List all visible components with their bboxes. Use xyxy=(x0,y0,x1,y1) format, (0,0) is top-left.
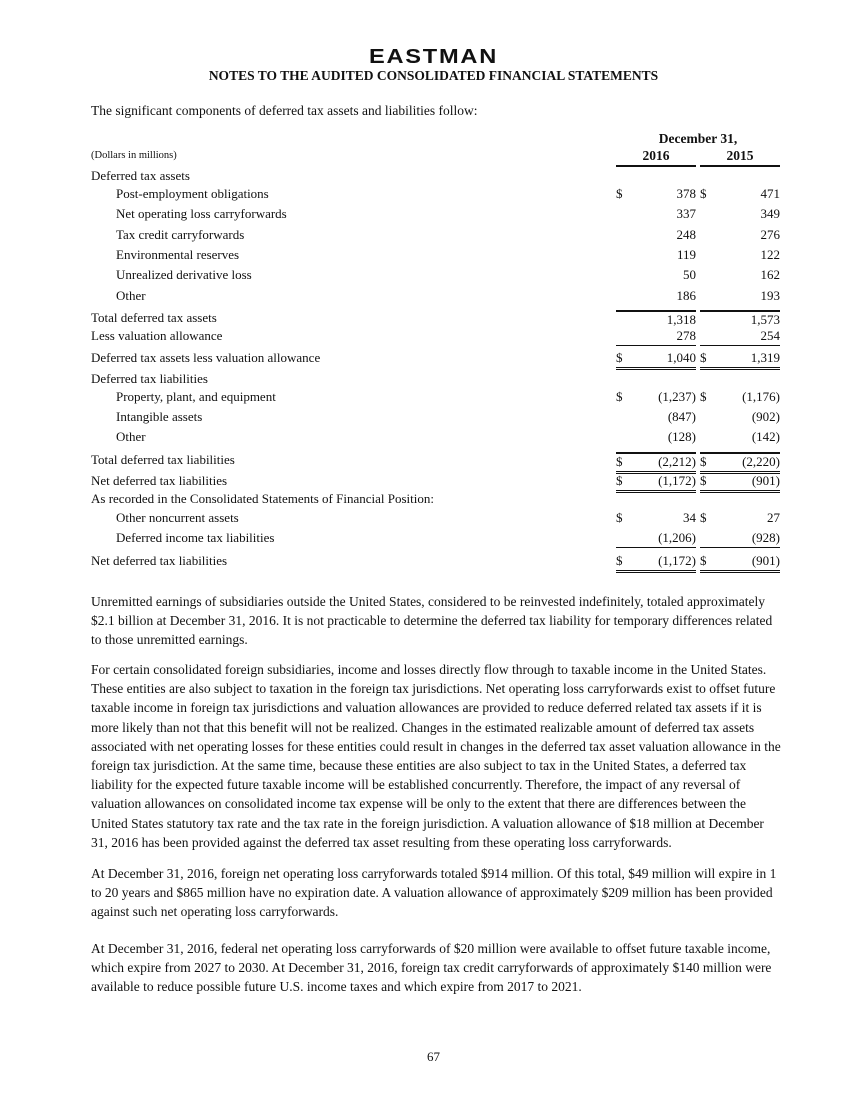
value-cell-2016 xyxy=(616,389,696,406)
row-label: Property, plant, and equipment xyxy=(116,389,276,404)
value-cell-2016 xyxy=(616,350,696,370)
value-2015: 122 xyxy=(760,247,780,262)
value-cell-2016 xyxy=(616,168,696,185)
value-cell-2015 xyxy=(700,389,780,406)
value-2015: (1,176) xyxy=(742,389,780,404)
table-row xyxy=(0,186,867,204)
value-cell-2015 xyxy=(700,350,780,370)
value-cell-2016 xyxy=(616,429,696,446)
currency-symbol: $ xyxy=(616,350,623,365)
company-logo: EASTMAN xyxy=(368,46,499,68)
value-2016: (128) xyxy=(667,429,696,444)
value-cell-2016 xyxy=(616,510,696,527)
row-label: Other noncurrent assets xyxy=(116,510,239,525)
currency-symbol: $ xyxy=(616,510,623,525)
value-cell-2015 xyxy=(700,247,780,264)
value-cell-2016 xyxy=(616,530,696,548)
table-row xyxy=(0,328,867,346)
year-header-2016: 2016 xyxy=(616,148,696,167)
table-row xyxy=(0,310,867,328)
table-row xyxy=(0,530,867,548)
value-2015: 162 xyxy=(760,267,780,282)
value-2016: 119 xyxy=(676,247,696,262)
value-cell-2015 xyxy=(700,510,780,527)
value-cell-2015 xyxy=(700,168,780,185)
value-cell-2015 xyxy=(700,452,780,474)
table-row xyxy=(0,452,867,470)
row-label: As recorded in the Consolidated Statements of Financial Position: xyxy=(91,491,435,506)
value-cell-2015 xyxy=(700,371,780,388)
value-cell-2015 xyxy=(700,310,780,329)
table-row xyxy=(0,227,867,245)
row-label: Unrealized derivative loss xyxy=(116,267,252,282)
row-label: Net deferred tax liabilities xyxy=(91,553,228,568)
paragraph-foreign-subsidiaries: For certain consolidated foreign subsidiaries, income and losses directly flow through to taxable income in the United States. These entities are also subject to taxation in the foreign tax jurisdictions. Net operating loss carryforwards exist to offset future taxable income in foreign tax jurisdictions and valuation allowances are provided to reduce deferred related tax assets if it is more likely than not that this benefit will not be realized. Changes in the estimated realizable amount of deferred tax assets associated with net operating losses for these entities could result in changes in the deferred tax asset valuation allowance in the foreign tax jurisdiction. At the same time, because these entities are also subject to tax in the United States, a deferred tax liability for the expected future taxable income will be established concurrently. Therefore, the impact of any reversal of valuation allowances on consolidated income tax expense will be only to the extent that there are differences between the United States statutory tax rate and the tax rate in the foreign jurisdiction. A valuation allowance of $18 million at December 31, 2016 has been provided against the deferred tax asset resulting from these operating loss carryforwards. xyxy=(91,662,781,850)
row-label: Net deferred tax liabilities xyxy=(91,473,228,488)
currency-symbol: $ xyxy=(700,186,707,201)
value-2016: (1,172) xyxy=(658,553,696,568)
value-2015: 276 xyxy=(760,227,780,242)
value-2016: 50 xyxy=(683,267,696,282)
value-cell-2016 xyxy=(616,409,696,426)
row-label: Total deferred tax liabilities xyxy=(91,452,235,467)
value-2015: 193 xyxy=(760,288,780,303)
value-2015: (901) xyxy=(751,473,780,488)
value-cell-2015 xyxy=(700,473,780,493)
table-row xyxy=(0,409,867,427)
value-cell-2016 xyxy=(616,227,696,244)
table-row xyxy=(0,350,867,368)
year-header-2015: 2015 xyxy=(700,148,780,167)
row-label: Deferred tax assets less valuation allowance xyxy=(91,350,321,365)
currency-symbol: $ xyxy=(700,454,707,469)
currency-symbol: $ xyxy=(616,186,623,201)
value-cell-2015 xyxy=(700,227,780,244)
value-2016: 278 xyxy=(676,328,696,343)
value-2015: 471 xyxy=(760,186,780,201)
value-2016: (1,237) xyxy=(658,389,696,404)
currency-symbol: $ xyxy=(616,553,623,568)
row-label: Post-employment obligations xyxy=(116,186,269,201)
table-row xyxy=(0,553,867,571)
value-2016: 1,040 xyxy=(666,350,696,365)
row-label: Deferred tax assets xyxy=(91,168,190,183)
value-2015: (928) xyxy=(751,530,780,545)
table-row xyxy=(0,389,867,407)
row-label: Other xyxy=(116,288,146,303)
currency-symbol: $ xyxy=(616,389,623,404)
paragraph-federal-nol: At December 31, 2016, federal net operating loss carryforwards of $20 million were available to offset future taxable income, which expire from 2027 to 2030. At December 31, 2016, foreign tax credit carryforwards of approximately $140 million were available to reduce possible future U.S. income taxes and which expire from 2017 to 2021. xyxy=(91,941,772,995)
paragraph-foreign-nol: At December 31, 2016, foreign net operating loss carryforwards totaled $914 million. Of this total, $49 million will expire in 1 to 20 years and $865 million have no expiration date. A valuation allowance of approximately $209 million has been provided against such net operating loss carryforwards. xyxy=(91,866,777,920)
value-cell-2015 xyxy=(700,409,780,426)
row-label: Total deferred tax assets xyxy=(91,310,217,325)
row-label: Net operating loss carryforwards xyxy=(116,206,287,221)
value-cell-2016 xyxy=(616,553,696,573)
value-cell-2016 xyxy=(616,267,696,284)
row-label: Tax credit carryforwards xyxy=(116,227,245,242)
table-row xyxy=(0,371,867,389)
value-2015: (902) xyxy=(751,409,780,424)
value-2015: 27 xyxy=(767,510,780,525)
value-2015: (901) xyxy=(751,553,780,568)
table-row xyxy=(0,288,867,306)
value-cell-2016 xyxy=(616,310,696,329)
value-cell-2016 xyxy=(616,288,696,305)
table-row xyxy=(0,247,867,265)
row-label: Less valuation allowance xyxy=(91,328,223,343)
value-2016: 248 xyxy=(676,227,696,242)
value-2015: (142) xyxy=(751,429,780,444)
currency-symbol: $ xyxy=(700,350,707,365)
value-2016: 378 xyxy=(676,186,696,201)
value-cell-2016 xyxy=(616,206,696,223)
paragraph-unremitted-earnings: Unremitted earnings of subsidiaries outside the United States, considered to be reinvested indefinitely, totaled approximately $2.1 billion at December 31, 2016. It is not practicable to determine the deferred tax liability for temporary differences related to those unremitted earnings. xyxy=(91,594,773,648)
period-header: December 31, xyxy=(658,131,738,146)
page-number: 67 xyxy=(427,1049,440,1064)
value-cell-2015 xyxy=(700,328,780,346)
value-2016: (847) xyxy=(667,409,696,424)
table-row xyxy=(0,267,867,285)
value-cell-2015 xyxy=(700,429,780,446)
value-cell-2016 xyxy=(616,452,696,474)
table-row xyxy=(0,168,867,186)
row-label: Deferred tax liabilities xyxy=(91,371,208,386)
value-cell-2015 xyxy=(700,206,780,223)
value-cell-2015 xyxy=(700,553,780,573)
value-2016: 337 xyxy=(676,206,696,221)
row-label: Intangible assets xyxy=(116,409,203,424)
value-2015: (2,220) xyxy=(742,454,780,469)
value-cell-2015 xyxy=(700,186,780,203)
value-cell-2016 xyxy=(616,247,696,264)
table-row xyxy=(0,429,867,447)
row-label: Environmental reserves xyxy=(116,247,240,262)
currency-symbol: $ xyxy=(700,553,707,568)
currency-symbol: $ xyxy=(700,473,707,488)
currency-symbol: $ xyxy=(616,454,623,469)
currency-symbol: $ xyxy=(700,510,707,525)
table-row xyxy=(0,473,867,491)
value-2015: 349 xyxy=(760,206,780,221)
value-2016: (1,172) xyxy=(658,473,696,488)
value-2016: (1,206) xyxy=(658,530,696,545)
value-2016: (2,212) xyxy=(658,454,696,469)
value-cell-2015 xyxy=(700,288,780,305)
value-cell-2016 xyxy=(616,186,696,203)
value-2016: 34 xyxy=(683,510,696,525)
value-2016: 1,318 xyxy=(666,312,696,327)
value-cell-2016 xyxy=(616,491,696,508)
value-2016: 186 xyxy=(676,288,696,303)
table-row xyxy=(0,491,867,509)
currency-symbol: $ xyxy=(700,389,707,404)
value-cell-2016 xyxy=(616,473,696,493)
value-cell-2015 xyxy=(700,267,780,284)
value-cell-2015 xyxy=(700,491,780,508)
document-title: NOTES TO THE AUDITED CONSOLIDATED FINANCIAL STATEMENTS xyxy=(208,68,659,83)
intro-text: The significant components of deferred tax assets and liabilities follow: xyxy=(91,103,478,118)
currency-symbol: $ xyxy=(616,473,623,488)
row-label: Deferred income tax liabilities xyxy=(116,530,275,545)
value-2015: 254 xyxy=(760,328,780,343)
value-cell-2015 xyxy=(700,530,780,548)
value-cell-2016 xyxy=(616,328,696,346)
value-cell-2016 xyxy=(616,371,696,388)
units-label: (Dollars in millions) xyxy=(91,150,177,161)
table-row xyxy=(0,510,867,528)
value-2015: 1,319 xyxy=(750,350,780,365)
table-row xyxy=(0,206,867,224)
row-label: Other xyxy=(116,429,146,444)
value-2015: 1,573 xyxy=(750,312,780,327)
